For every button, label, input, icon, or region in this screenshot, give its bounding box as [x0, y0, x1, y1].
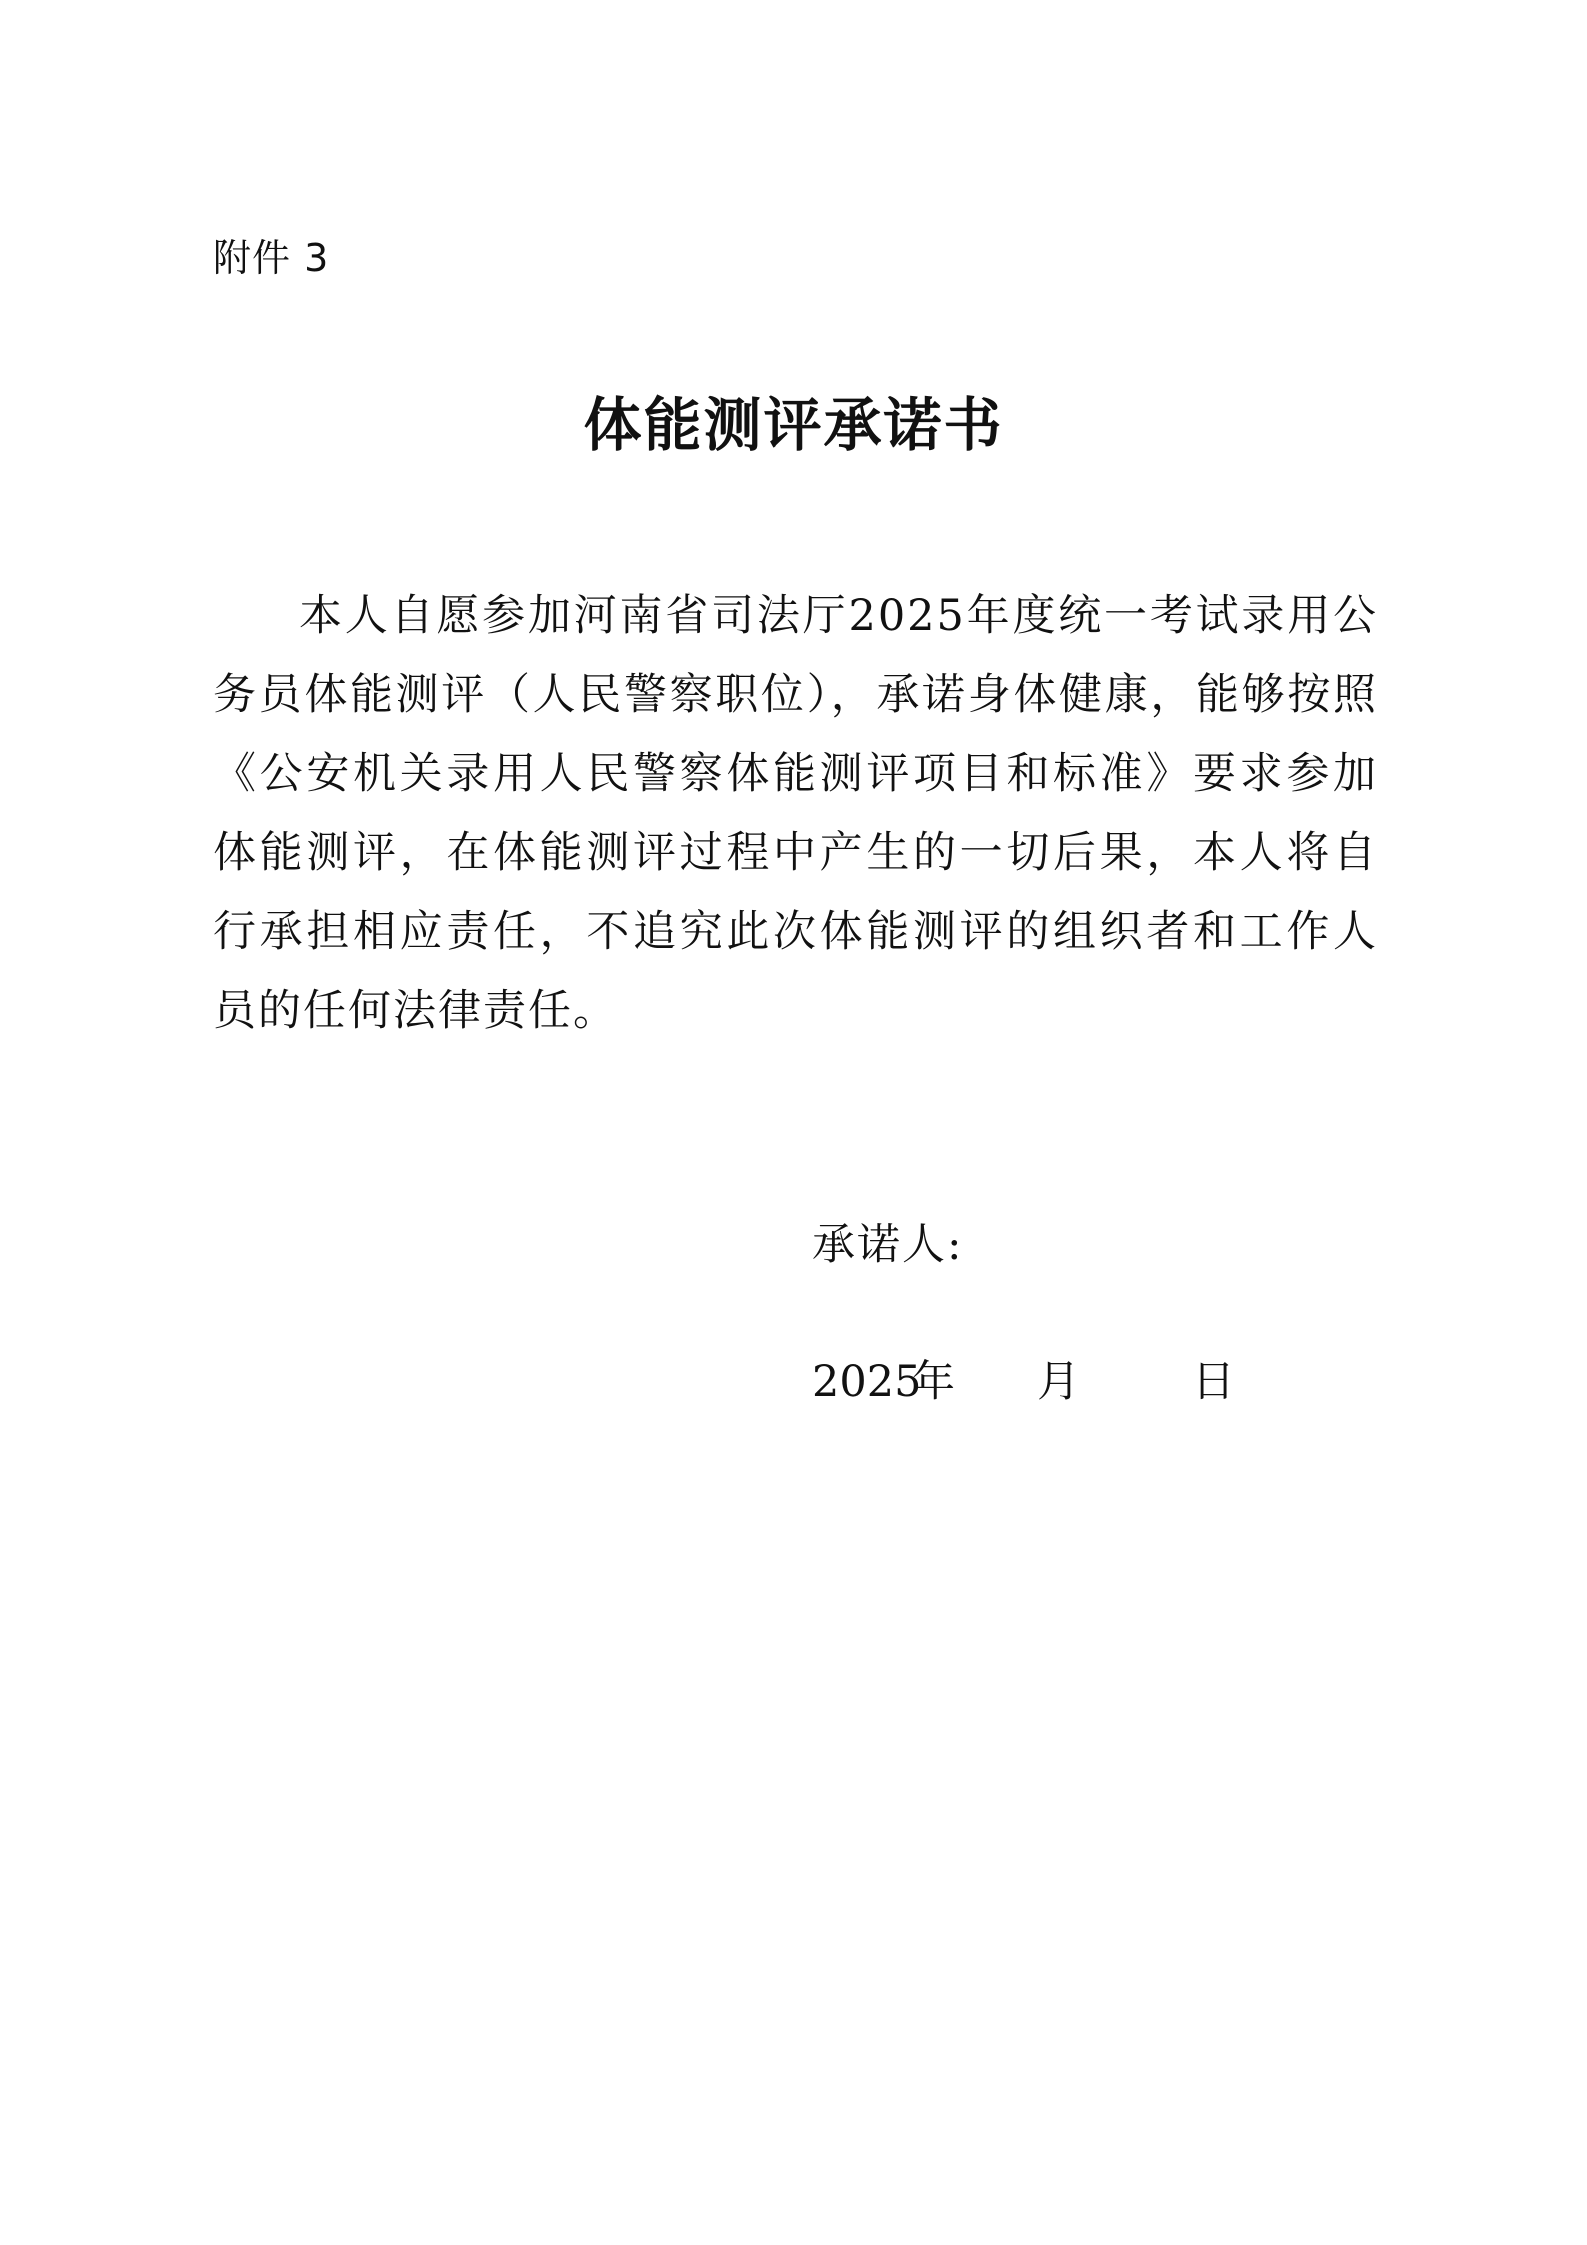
date-month-unit: 月: [1037, 1357, 1080, 1407]
document-title: 体能测评承诺书: [583, 391, 1004, 459]
date-year: 2025: [812, 1357, 922, 1407]
date-year-unit: 年: [912, 1357, 955, 1407]
signer-label: 承诺人:: [812, 1220, 964, 1270]
attachment-label: 附件 3: [213, 236, 330, 280]
date-day-unit: 日: [1192, 1357, 1235, 1407]
pledge-paragraph: 本人自愿参加河南省司法厅2025年度统一考试录用公务员体能测评（人民警察职位），承诺身体健康，能够按照《公安机关录用人民警察体能测评项目和标准》要求参加体能测评，在体能测评过程中产生的一切后果，本人将自行承担相应责任，不追究此次体能测评的组织者和工作人员的任何法律责任。: [213, 591, 1378, 1036]
